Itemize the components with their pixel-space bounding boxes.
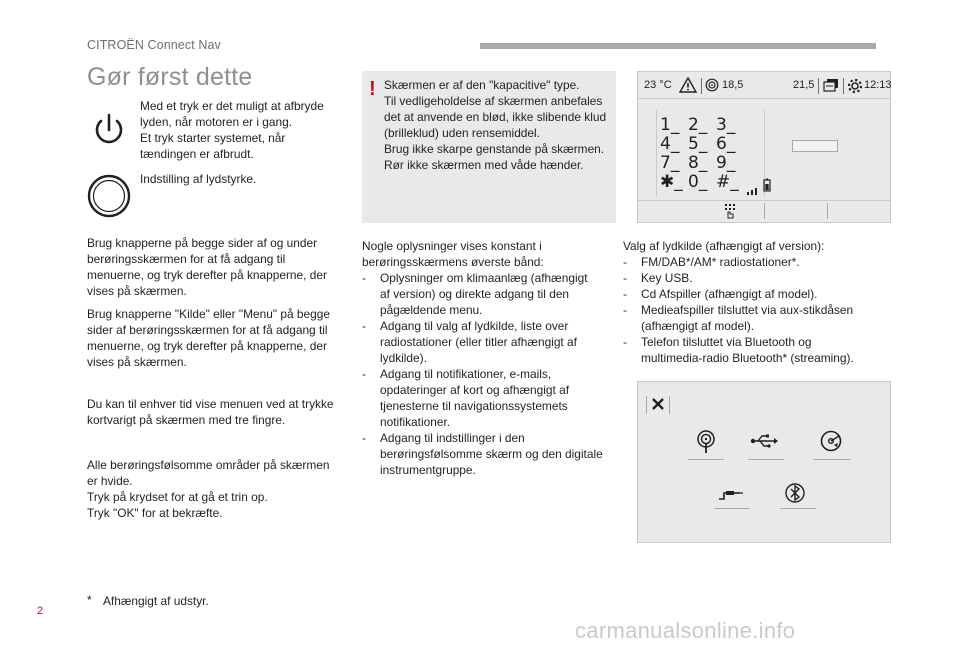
divider — [688, 459, 724, 460]
status-divider — [638, 98, 890, 99]
text-line: Et tryk starter systemet, når — [140, 131, 286, 145]
signal-icon — [746, 182, 760, 200]
text-line: (brilleklud) uden rensemiddel. — [384, 126, 540, 140]
keypad-row — [660, 116, 741, 135]
divider — [669, 396, 670, 414]
cd-icon[interactable] — [820, 430, 842, 457]
divider — [646, 396, 647, 414]
text-line: Valg af lydkilde (afhængigt af version): — [623, 239, 825, 253]
key-1[interactable]: 1_ — [660, 115, 680, 135]
text-line: - Cd Afspiller (afhængigt af model). — [641, 287, 818, 301]
text-line: tjenesterne til navigationssystemets — [380, 399, 568, 413]
text-line: Tryk på krydset for at gå et trin op. — [87, 490, 268, 504]
text-line: Brug knapperne på begge sider af og under — [87, 236, 318, 250]
bottom-divider — [638, 200, 890, 201]
divider — [814, 459, 850, 460]
footnote-mark: * — [87, 593, 92, 607]
text-line: menuerne, og tryk derefter på knapperne, der — [87, 339, 327, 353]
paragraph-touch-areas — [87, 457, 357, 521]
volume-description: Indstilling af lydstyrke. — [140, 172, 257, 186]
text-line: det at anvende en blød, ikke slibende klud — [384, 110, 607, 124]
text-line: pågældende menu. — [380, 303, 483, 317]
divider — [656, 110, 657, 196]
text-line: Tryk "OK" for at bekræfte. — [87, 506, 223, 520]
text-line: Du kan til enhver tid vise menuen ved at trykke — [87, 397, 334, 411]
settings-icon[interactable] — [847, 78, 863, 97]
keypad-row — [660, 173, 741, 192]
watermark: carmanualsonline.info — [575, 618, 796, 643]
divider — [827, 203, 828, 219]
list-item — [623, 286, 891, 302]
list-item — [362, 430, 622, 478]
text-line: vises på skærmen. — [87, 355, 187, 369]
divider — [701, 78, 702, 94]
text-line: Nogle oplysninger vises konstant i — [362, 239, 542, 253]
key-8[interactable]: 8_ — [688, 153, 708, 173]
key-hash[interactable]: #_ — [716, 172, 739, 192]
list-item — [623, 334, 891, 366]
text-line: Med et tryk er det muligt at afbryde — [140, 99, 324, 113]
usb-icon[interactable] — [750, 434, 778, 453]
power-icon — [86, 106, 132, 152]
paragraph-buttons — [87, 235, 357, 299]
text-line: Brug ikke skarpe genstande på skærmen. — [384, 142, 605, 156]
radio-icon[interactable] — [705, 78, 719, 95]
text-line: kortvarigt på skærmen med tre fingre. — [87, 413, 286, 427]
divider — [818, 78, 819, 94]
notification-icon[interactable] — [823, 78, 839, 96]
clock-label: 12:13 — [864, 79, 892, 91]
power-description — [140, 98, 350, 162]
key-5[interactable]: 5_ — [688, 134, 708, 154]
aux-icon[interactable] — [718, 488, 744, 506]
status-value[interactable]: 21,5 — [793, 79, 815, 91]
screen-source-illustration — [637, 381, 891, 543]
divider — [843, 78, 844, 94]
text-line: lyden, når motoren er i gang. — [140, 115, 293, 129]
text-line: lydkilde). — [380, 351, 427, 365]
screen-home-illustration — [637, 71, 891, 223]
text-line: Brug knapperne "Kilde" eller "Menu" på begge — [87, 307, 330, 321]
text-line: notifikationer. — [380, 415, 451, 429]
header-bar — [480, 43, 876, 49]
key-7[interactable]: 7_ — [660, 153, 680, 173]
keypad — [660, 116, 741, 192]
page-number: 2 — [37, 605, 44, 617]
text-line: menuerne, og tryk derefter på knapperne, der — [87, 268, 327, 282]
text-line: instrumentgruppe. — [380, 463, 476, 477]
list-item — [623, 254, 891, 270]
text-line: - FM/DAB*/AM* radiostationer*. — [641, 255, 800, 269]
header-brand: CITROËN Connect Nav — [87, 38, 221, 52]
text-line: berøringsskærmens øverste bånd: — [362, 255, 544, 269]
list-item — [362, 318, 622, 366]
warning-text — [384, 77, 616, 173]
close-icon[interactable] — [651, 397, 665, 416]
key-2[interactable]: 2_ — [688, 115, 708, 135]
text-line: - Adgang til indstillinger i den — [380, 431, 525, 445]
keypad-row — [660, 154, 741, 173]
paragraph-source-menu — [87, 306, 357, 370]
key-6[interactable]: 6_ — [716, 134, 736, 154]
text-line: - Medieafspiller tilsluttet via aux-stikdåsen — [641, 303, 854, 317]
text-line: Skærmen er af den "kapacitive" type. — [384, 78, 580, 92]
divider — [714, 508, 750, 509]
text-line: er hvide. — [87, 474, 133, 488]
status-bar — [642, 77, 892, 95]
list-item — [362, 270, 622, 318]
frequency-label[interactable]: 18,5 — [722, 79, 744, 91]
text-line: Til vedligeholdelse af skærmen anbefales — [384, 94, 603, 108]
warning-icon[interactable] — [679, 77, 697, 96]
text-line: sider af berøringsskærmen for at få adgang til — [87, 323, 328, 337]
list-item — [362, 366, 622, 430]
bluetooth-icon[interactable] — [785, 482, 805, 509]
text-line: tændingen er afbrudt. — [140, 147, 254, 161]
middle-column — [362, 238, 622, 478]
key-star[interactable]: ✱_ — [660, 172, 683, 192]
key-3[interactable]: 3_ — [716, 115, 736, 135]
radio-source-icon[interactable] — [696, 430, 716, 459]
key-0[interactable]: 0_ — [688, 172, 708, 192]
text-line: - Telefon tilsluttet via Bluetooth og — [641, 335, 812, 349]
footnote-text: Afhængigt af udstyr. — [103, 594, 209, 608]
divider — [780, 508, 816, 509]
text-line: opdateringer af kort og afhængigt af — [380, 383, 570, 397]
text-line: radiostationer (eller titler afhængigt af — [380, 335, 577, 349]
text-line: multimedia-radio Bluetooth* (streaming). — [641, 351, 854, 365]
keypad-row — [660, 135, 741, 154]
text-line: - Adgang til valg af lydkilde, liste over — [380, 319, 569, 333]
divider — [764, 203, 765, 219]
divider — [748, 459, 784, 460]
text-line: berøringsfølsomme skærm og den digitale — [380, 447, 603, 461]
warning-mark: ! — [369, 78, 376, 100]
paragraph-three-fingers — [87, 396, 357, 428]
text-line: - Key USB. — [641, 271, 693, 285]
text-line: Alle berøringsfølsomme områder på skærmen — [87, 458, 330, 472]
text-line: - Oplysninger om klimaanlæg (afhængigt — [380, 271, 588, 285]
keypad-icon[interactable] — [723, 203, 737, 224]
list-item — [623, 270, 891, 286]
battery-icon — [763, 178, 771, 197]
text-line: (afhængigt af model). — [641, 319, 755, 333]
key-9[interactable]: 9_ — [716, 153, 736, 173]
text-line: - Adgang til notifikationer, e-mails, — [380, 367, 552, 381]
text-line: Rør ikke skærmen med våde hænder. — [384, 158, 584, 172]
right-column — [623, 238, 891, 366]
temperature-label[interactable]: 23 °C — [644, 79, 672, 91]
page-title: Gør først dette — [87, 63, 253, 91]
list-item — [623, 302, 891, 334]
input-field-placeholder[interactable] — [792, 140, 838, 152]
key-4[interactable]: 4_ — [660, 134, 680, 154]
text-line: vises på skærmen. — [87, 284, 187, 298]
volume-knob-icon — [86, 173, 132, 219]
text-line: berøringsskærmen for at få adgang til — [87, 252, 286, 266]
text-line: af version) og direkte adgang til den — [380, 287, 570, 301]
